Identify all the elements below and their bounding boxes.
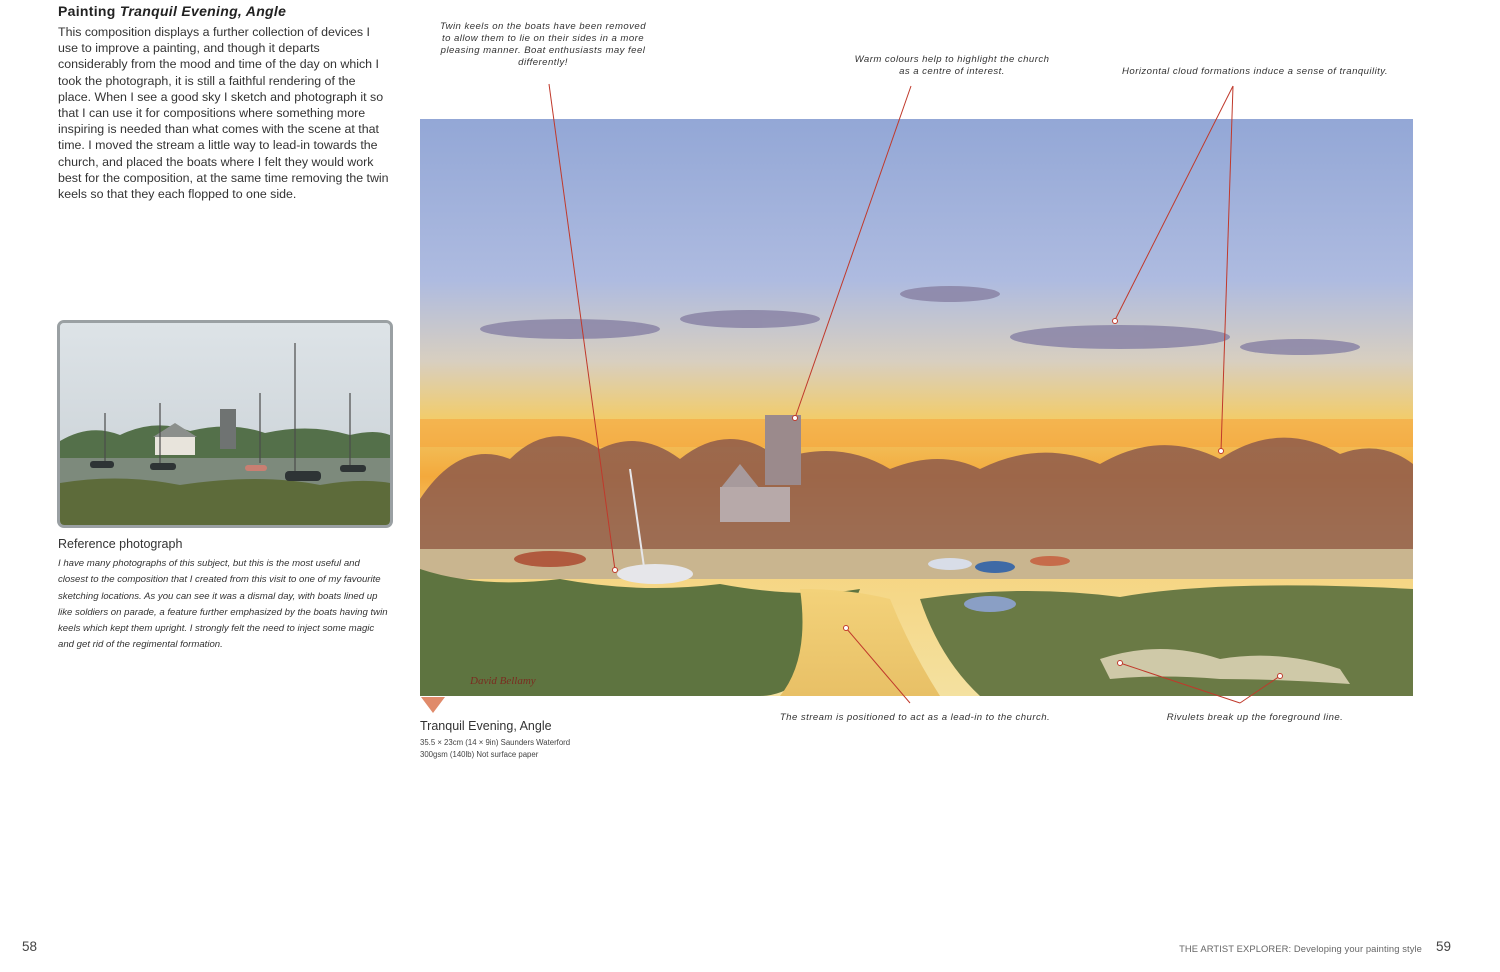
- artist-signature: David Bellamy: [470, 675, 536, 687]
- caption-dimensions: 35.5 × 23cm (14 × 9in) Saunders Waterford: [420, 738, 571, 747]
- annotation-warm-colours: Warm colours help to highlight the church as a centre of interest.: [854, 54, 1050, 77]
- annotation-cloud-formations: Horizontal cloud formations induce a sense of tranquility.: [1122, 66, 1388, 77]
- page-number-left: 58: [22, 939, 38, 954]
- church-tower: [765, 415, 801, 485]
- running-head: THE ARTIST EXPLORER: Developing your painting style: [1179, 943, 1422, 954]
- section-heading: [58, 3, 286, 19]
- watercolour-painting: [420, 119, 1413, 696]
- page-number-right: 59: [1435, 939, 1451, 954]
- reference-photo-image: [60, 323, 390, 525]
- painting-tranquil-evening-angle: [420, 119, 1413, 696]
- reference-title: Reference photograph: [58, 537, 183, 551]
- annotation-twin-keels: Twin keels on the boats have been removed to allow them to lie on their sides in a more pleasing manner. Boat enthusiasts may feel differently!: [440, 21, 646, 68]
- caption-paper: 300gsm (140lb) Not surface paper: [420, 750, 539, 759]
- intro-paragraph: This composition displays a further collection of devices I use to improve a painting, and though it departs considerably from the mood and time of the day on which I took the photograph, it is still a faithful rendering of the place. When I see a good sky I sketch and photograph it so that I can use it for compositions where something more inspiring is needed than what comes with the scene at that time. I moved the stream a little way to lead-in towards the church, and placed the boats where I felt they would work best for the composition, at the same time removing the twin keels so that they each flopped to one side.: [58, 25, 389, 202]
- annotation-rivulets: Rivulets break up the foreground line.: [1166, 712, 1344, 723]
- annotation-stream: The stream is positioned to act as a lead-in to the church.: [779, 712, 1051, 723]
- reference-photograph: [57, 320, 393, 528]
- caption-marker: [421, 697, 445, 713]
- heading-title: Tranquil Evening, Angle: [119, 3, 287, 19]
- caption-title: Tranquil Evening, Angle: [420, 719, 552, 733]
- heading-prefix: Painting: [58, 3, 120, 19]
- reference-description: I have many photographs of this subject, but this is the most useful and closest to the composition that I created from this visit to one of my favourite sketching locations. As you can see it was a dismal day, with boats lined up like soldiers on parade, a feature further emphasized by the boats having twin keels which kept them upright. I strongly felt the need to inject some magic and get rid of the regimental formation.: [58, 558, 388, 651]
